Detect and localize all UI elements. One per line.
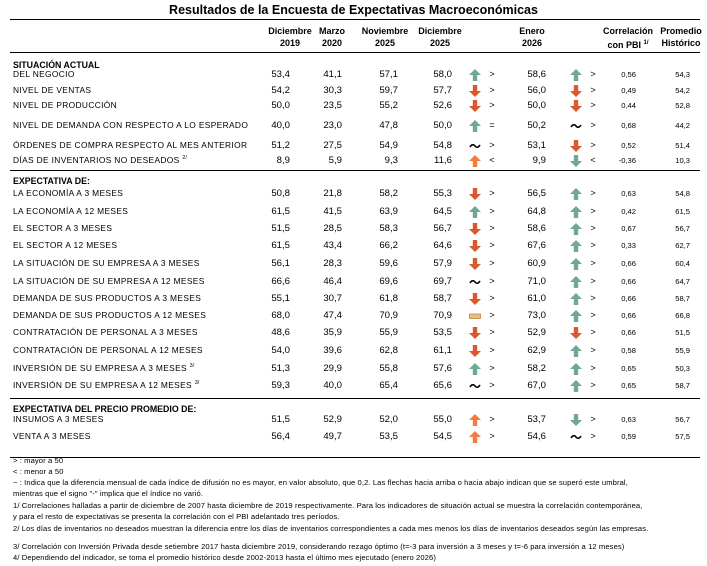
value-mar-2020: 30,7 xyxy=(323,293,342,304)
value-dic-2025: 55,0 xyxy=(433,414,452,425)
sign-ene-2026: > xyxy=(590,85,596,95)
value-nov-2025: 55,2 xyxy=(379,100,398,111)
value-ene-2026: 50,2 xyxy=(527,120,546,131)
value-ene-2026: 53,1 xyxy=(527,140,546,151)
row-label: INVERSIÓN DE SU EMPRESA A 3 MESES $^{3/}$ xyxy=(13,363,195,373)
value-promedio: 60,4 xyxy=(675,259,690,268)
value-correlacion: 0,67 xyxy=(621,224,636,233)
up-arrow-icon xyxy=(468,154,482,168)
row-label: ÓRDENES DE COMPRA RESPECTO AL MES ANTERIOR xyxy=(13,140,248,150)
column-header-correlacion: Correlación con PBI $^{1/}$ xyxy=(602,26,653,50)
down-arrow-icon xyxy=(569,326,583,340)
value-promedio: 54,3 xyxy=(675,70,690,79)
value-ene-2026: 56,5 xyxy=(527,188,546,199)
sign-ene-2026: > xyxy=(590,223,596,233)
value-correlacion: 0,66 xyxy=(621,328,636,337)
down-arrow-icon xyxy=(468,326,482,340)
row-label: LA ECONOMÍA A 3 MESES xyxy=(13,188,124,198)
value-dic-2025: 53,5 xyxy=(433,327,452,338)
value-promedio: 56,7 xyxy=(675,415,690,424)
value-correlacion: 0,33 xyxy=(621,241,636,250)
sign-ene-2026: > xyxy=(590,276,596,286)
down-arrow-icon xyxy=(569,154,583,168)
sign-ene-2026: > xyxy=(590,240,596,250)
value-ene-2026: 52,9 xyxy=(527,327,546,338)
value-ene-2026: 73,0 xyxy=(527,310,546,321)
value-dic-2019: 55,1 xyxy=(271,293,290,304)
row-label: LA ECONOMÍA A 12 MESES xyxy=(13,206,129,216)
value-mar-2020: 49,7 xyxy=(323,431,342,442)
value-mar-2020: 29,9 xyxy=(323,363,342,374)
up-arrow-icon xyxy=(569,257,583,271)
row-label: VENTA A 3 MESES xyxy=(13,431,91,441)
down-arrow-icon xyxy=(468,292,482,306)
value-nov-2025: 58,3 xyxy=(379,223,398,234)
sign-dic-2025: > xyxy=(489,431,495,441)
sign-ene-2026: > xyxy=(590,140,596,150)
equal-bar-icon xyxy=(468,309,482,323)
value-dic-2019: 51,5 xyxy=(271,223,290,234)
value-mar-2020: 27,5 xyxy=(323,140,342,151)
section-title: EXPECTATIVA DE: xyxy=(13,176,90,186)
value-mar-2020: 39,6 xyxy=(323,345,342,356)
value-dic-2025: 57,6 xyxy=(433,363,452,374)
value-promedio: 66,8 xyxy=(675,311,690,320)
value-promedio: 64,7 xyxy=(675,277,690,286)
rule-1 xyxy=(10,52,700,53)
row-label: DEMANDA DE SUS PRODUCTOS A 3 MESES xyxy=(13,293,202,303)
value-dic-2019: 48,6 xyxy=(271,327,290,338)
down-arrow-icon xyxy=(468,222,482,236)
sign-ene-2026: > xyxy=(590,188,596,198)
sign-ene-2026: > xyxy=(590,69,596,79)
sign-dic-2025: > xyxy=(489,276,495,286)
sign-ene-2026: > xyxy=(590,310,596,320)
row-label: LA SITUACIÓN DE SU EMPRESA A 3 MESES xyxy=(13,258,200,268)
value-dic-2025: 57,9 xyxy=(433,258,452,269)
sign-dic-2025: > xyxy=(489,363,495,373)
value-promedio: 51,5 xyxy=(675,328,690,337)
rule-3 xyxy=(10,398,700,399)
value-mar-2020: 43,4 xyxy=(323,240,342,251)
value-correlacion: 0,63 xyxy=(621,189,636,198)
footnote: mientras que el signo "-" implica que el índice no varió. xyxy=(13,489,204,498)
sign-ene-2026: < xyxy=(590,155,596,165)
value-dic-2019: 68,0 xyxy=(271,310,290,321)
value-nov-2025: 65,4 xyxy=(379,380,398,391)
value-nov-2025: 58,2 xyxy=(379,188,398,199)
tilde-icon xyxy=(569,430,583,444)
up-arrow-icon xyxy=(569,68,583,82)
value-nov-2025: 9,3 xyxy=(384,155,398,166)
up-arrow-icon xyxy=(569,187,583,201)
value-correlacion: 0,59 xyxy=(621,432,636,441)
value-correlacion: 0,49 xyxy=(621,86,636,95)
row-label: CONTRATACIÓN DE PERSONAL A 3 MESES xyxy=(13,327,198,337)
footnote: < : menor a 50 xyxy=(13,467,64,476)
value-mar-2020: 30,3 xyxy=(323,85,342,96)
sign-dic-2025: > xyxy=(489,69,495,79)
column-header-dic2019: Diciembre 2019 xyxy=(268,26,312,48)
value-ene-2026: 60,9 xyxy=(527,258,546,269)
value-dic-2019: 56,1 xyxy=(271,258,290,269)
value-correlacion: 0,66 xyxy=(621,294,636,303)
value-nov-2025: 61,8 xyxy=(379,293,398,304)
value-ene-2026: 71,0 xyxy=(527,276,546,287)
tilde-icon xyxy=(468,139,482,153)
value-correlacion: 0,44 xyxy=(621,101,636,110)
row-label: EL SECTOR A 12 MESES xyxy=(13,240,118,250)
sign-dic-2025: > xyxy=(489,240,495,250)
up-arrow-icon xyxy=(569,379,583,393)
down-arrow-icon xyxy=(468,187,482,201)
value-ene-2026: 56,0 xyxy=(527,85,546,96)
value-dic-2019: 66,6 xyxy=(271,276,290,287)
footnote: 1/ Correlaciones halladas a partir de diciembre de 2007 hasta diciembre de 2019 respectivamente. Para los indicadores de situación actual se muestra la correlación contemporánea, xyxy=(13,501,643,510)
value-dic-2025: 61,1 xyxy=(433,345,452,356)
up-arrow-icon xyxy=(569,239,583,253)
row-label: LA SITUACIÓN DE SU EMPRESA A 12 MESES xyxy=(13,276,205,286)
value-nov-2025: 59,7 xyxy=(379,85,398,96)
value-promedio: 62,7 xyxy=(675,241,690,250)
value-promedio: 54,8 xyxy=(675,189,690,198)
value-nov-2025: 62,8 xyxy=(379,345,398,356)
value-mar-2020: 47,4 xyxy=(323,310,342,321)
value-dic-2025: 54,8 xyxy=(433,140,452,151)
value-ene-2026: 58,6 xyxy=(527,69,546,80)
value-dic-2019: 40,0 xyxy=(271,120,290,131)
value-dic-2019: 56,4 xyxy=(271,431,290,442)
value-dic-2019: 59,3 xyxy=(271,380,290,391)
value-correlacion: 0,58 xyxy=(621,346,636,355)
sign-dic-2025: > xyxy=(489,345,495,355)
sign-dic-2025: > xyxy=(489,140,495,150)
sign-dic-2025: > xyxy=(489,223,495,233)
value-correlacion: 0,52 xyxy=(621,141,636,150)
sign-dic-2025: > xyxy=(489,85,495,95)
value-dic-2025: 58,7 xyxy=(433,293,452,304)
row-label: NIVEL DE VENTAS xyxy=(13,85,92,95)
sign-ene-2026: > xyxy=(590,293,596,303)
value-dic-2025: 52,6 xyxy=(433,100,452,111)
sign-dic-2025: > xyxy=(489,100,495,110)
up-arrow-icon xyxy=(468,430,482,444)
value-nov-2025: 69,6 xyxy=(379,276,398,287)
value-dic-2025: 64,6 xyxy=(433,240,452,251)
value-mar-2020: 5,9 xyxy=(328,155,342,166)
sign-ene-2026: > xyxy=(590,345,596,355)
value-promedio: 58,7 xyxy=(675,381,690,390)
up-arrow-icon xyxy=(468,205,482,219)
sign-dic-2025: > xyxy=(489,206,495,216)
value-dic-2025: 55,3 xyxy=(433,188,452,199)
sign-ene-2026: > xyxy=(590,431,596,441)
value-nov-2025: 66,2 xyxy=(379,240,398,251)
sign-dic-2025: > xyxy=(489,310,495,320)
row-label: EL SECTOR A 3 MESES xyxy=(13,223,113,233)
sign-dic-2025: = xyxy=(489,120,495,130)
value-dic-2025: 11,6 xyxy=(434,155,452,166)
down-arrow-icon xyxy=(468,84,482,98)
up-arrow-icon xyxy=(569,292,583,306)
down-arrow-icon xyxy=(569,99,583,113)
value-ene-2026: 53,7 xyxy=(527,414,546,425)
sign-ene-2026: > xyxy=(590,363,596,373)
value-dic-2019: 61,5 xyxy=(271,240,290,251)
value-dic-2019: 54,2 xyxy=(271,85,290,96)
value-dic-2019: 8,9 xyxy=(276,155,290,166)
value-dic-2019: 51,3 xyxy=(271,363,290,374)
up-arrow-icon xyxy=(468,413,482,427)
up-arrow-icon xyxy=(569,275,583,289)
sign-ene-2026: > xyxy=(590,327,596,337)
value-dic-2025: 57,7 xyxy=(433,85,452,96)
value-dic-2025: 58,0 xyxy=(433,69,452,80)
value-mar-2020: 23,0 xyxy=(323,120,342,131)
sign-dic-2025: > xyxy=(489,414,495,424)
value-nov-2025: 63,9 xyxy=(379,206,398,217)
column-header-dic2025: Diciembre 2025 xyxy=(418,26,462,48)
value-dic-2019: 50,0 xyxy=(271,100,290,111)
value-promedio: 57,5 xyxy=(675,432,690,441)
footnote: 4/ Dependiendo del indicador, se toma el promedio histórico desde 2002-2013 hasta el último mes ejecutado (enero 2026) xyxy=(13,553,436,562)
value-dic-2025: 70,9 xyxy=(433,310,452,321)
tilde-icon xyxy=(468,275,482,289)
up-arrow-icon xyxy=(569,344,583,358)
value-correlacion: 0,66 xyxy=(621,311,636,320)
value-promedio: 55,9 xyxy=(675,346,690,355)
row-label: INVERSIÓN DE SU EMPRESA A 12 MESES $^{3/}$ xyxy=(13,380,200,390)
up-arrow-icon xyxy=(569,205,583,219)
down-arrow-icon xyxy=(569,84,583,98)
rule-4 xyxy=(10,457,700,458)
value-mar-2020: 28,3 xyxy=(323,258,342,269)
column-header-promedio: Promedio Histórico xyxy=(660,26,702,48)
value-ene-2026: 64,8 xyxy=(527,206,546,217)
value-ene-2026: 62,9 xyxy=(527,345,546,356)
sign-ene-2026: > xyxy=(590,206,596,216)
sign-dic-2025: > xyxy=(489,188,495,198)
value-mar-2020: 41,1 xyxy=(323,69,342,80)
value-mar-2020: 52,9 xyxy=(323,414,342,425)
value-nov-2025: 55,9 xyxy=(379,327,398,338)
value-correlacion: 0,66 xyxy=(621,277,636,286)
section-title: EXPECTATIVA DEL PRECIO PROMEDIO DE: xyxy=(13,404,197,414)
value-ene-2026: 54,6 xyxy=(527,431,546,442)
row-label: DÍAS DE INVENTARIOS NO DESEADOS $^{2/}$ xyxy=(13,155,187,165)
value-mar-2020: 35,9 xyxy=(323,327,342,338)
value-correlacion: 0,66 xyxy=(621,259,636,268)
sign-dic-2025: > xyxy=(489,327,495,337)
value-ene-2026: 67,0 xyxy=(527,380,546,391)
up-arrow-icon xyxy=(468,119,482,133)
value-nov-2025: 55,8 xyxy=(379,363,398,374)
value-ene-2026: 9,9 xyxy=(532,155,546,166)
value-correlacion: 0,56 xyxy=(621,70,636,79)
footnote: 2/ Los días de inventarios no deseados muestran la diferencia entre los días de inventarios correspondientes a cada mes menos los días de inventarios deseados según las empresas. xyxy=(13,524,649,533)
up-arrow-icon xyxy=(569,222,583,236)
rule-0 xyxy=(10,19,700,20)
value-nov-2025: 70,9 xyxy=(379,310,398,321)
value-dic-2019: 53,4 xyxy=(271,69,290,80)
value-mar-2020: 40,0 xyxy=(323,380,342,391)
value-correlacion: 0,42 xyxy=(621,207,636,216)
down-arrow-icon xyxy=(569,413,583,427)
value-correlacion: 0,63 xyxy=(621,415,636,424)
down-arrow-icon xyxy=(468,239,482,253)
row-label: NIVEL DE DEMANDA CON RESPECTO A LO ESPERADO xyxy=(13,120,249,130)
row-label: CONTRATACIÓN DE PERSONAL A 12 MESES xyxy=(13,345,203,355)
rule-2 xyxy=(10,170,700,171)
value-correlacion: -0,36 xyxy=(618,156,636,165)
footnote: y para el resto de expectativas se presenta la correlación con el PBI adelantado tres períodos. xyxy=(13,512,340,521)
value-dic-2025: 65,6 xyxy=(433,380,452,391)
value-correlacion: 0,68 xyxy=(621,121,636,130)
up-arrow-icon xyxy=(468,362,482,376)
value-nov-2025: 54,9 xyxy=(379,140,398,151)
sign-dic-2025: > xyxy=(489,380,495,390)
value-mar-2020: 46,4 xyxy=(323,276,342,287)
value-dic-2019: 51,2 xyxy=(271,140,290,151)
value-correlacion: 0,65 xyxy=(621,364,636,373)
value-mar-2020: 23,5 xyxy=(323,100,342,111)
footnote: 3/ Correlación con Inversión Privada desde setiembre 2017 hasta diciembre 2019, considerando rezago óptimo (t=-3 para inversión a 3 meses y t=-6 para inversión a 12 meses) xyxy=(13,542,625,551)
value-dic-2025: 69,7 xyxy=(433,276,452,287)
value-ene-2026: 58,6 xyxy=(527,223,546,234)
down-arrow-icon xyxy=(468,257,482,271)
column-header-nov2025: Noviembre 2025 xyxy=(361,26,409,48)
value-mar-2020: 41,5 xyxy=(323,206,342,217)
value-dic-2019: 50,8 xyxy=(271,188,290,199)
value-ene-2026: 58,2 xyxy=(527,363,546,374)
value-dic-2025: 50,0 xyxy=(433,120,452,131)
sign-dic-2025: > xyxy=(489,258,495,268)
value-ene-2026: 61,0 xyxy=(527,293,546,304)
row-label: DEL NEGOCIO xyxy=(13,69,75,79)
value-promedio: 54,2 xyxy=(675,86,690,95)
value-nov-2025: 53,5 xyxy=(379,431,398,442)
value-promedio: 52,8 xyxy=(675,101,690,110)
value-mar-2020: 21,8 xyxy=(323,188,342,199)
value-promedio: 58,7 xyxy=(675,294,690,303)
sign-ene-2026: > xyxy=(590,414,596,424)
value-ene-2026: 67,6 xyxy=(527,240,546,251)
value-dic-2025: 54,5 xyxy=(433,431,452,442)
value-correlacion: 0,65 xyxy=(621,381,636,390)
sign-ene-2026: > xyxy=(590,100,596,110)
row-label: NIVEL DE PRODUCCIÓN xyxy=(13,100,118,110)
up-arrow-icon xyxy=(569,309,583,323)
value-promedio: 44,2 xyxy=(675,121,690,130)
value-promedio: 56,7 xyxy=(675,224,690,233)
value-promedio: 50,3 xyxy=(675,364,690,373)
up-arrow-icon xyxy=(468,68,482,82)
column-header-mar2020: Marzo 2020 xyxy=(318,26,345,48)
down-arrow-icon xyxy=(569,139,583,153)
row-label: DEMANDA DE SUS PRODUCTOS A 12 MESES xyxy=(13,310,207,320)
section-title: SITUACIÓN ACTUAL xyxy=(13,60,100,70)
down-arrow-icon xyxy=(468,344,482,358)
value-mar-2020: 28,5 xyxy=(323,223,342,234)
value-dic-2025: 56,7 xyxy=(433,223,452,234)
tilde-icon xyxy=(468,379,482,393)
value-dic-2025: 64,5 xyxy=(433,206,452,217)
value-nov-2025: 59,6 xyxy=(379,258,398,269)
footnote: ~ : Indica que la diferencia mensual de cada índice de difusión no es mayor, en valor absoluto, que 0,2. Las flechas hacia arriba o hacia abajo indican que se superó este umbral, xyxy=(13,478,628,487)
sign-ene-2026: > xyxy=(590,120,596,130)
down-arrow-icon xyxy=(468,99,482,113)
up-arrow-icon xyxy=(569,362,583,376)
value-nov-2025: 57,1 xyxy=(379,69,398,80)
sign-ene-2026: > xyxy=(590,380,596,390)
footnote: > : mayor a 50 xyxy=(13,456,64,465)
tilde-icon xyxy=(569,119,583,133)
sign-dic-2025: > xyxy=(489,293,495,303)
value-dic-2019: 61,5 xyxy=(271,206,290,217)
sign-ene-2026: > xyxy=(590,258,596,268)
value-nov-2025: 52,0 xyxy=(379,414,398,425)
value-promedio: 61,5 xyxy=(675,207,690,216)
value-promedio: 51,4 xyxy=(675,141,690,150)
value-dic-2019: 54,0 xyxy=(271,345,290,356)
sign-dic-2025: < xyxy=(489,155,495,165)
page-title: Resultados de la Encuesta de Expectativas Macroeconómicas xyxy=(169,3,538,17)
value-ene-2026: 50,0 xyxy=(527,100,546,111)
value-nov-2025: 47,8 xyxy=(379,120,398,131)
value-dic-2019: 51,5 xyxy=(271,414,290,425)
column-header-ene2026: Enero 2026 xyxy=(519,26,545,48)
value-promedio: 10,3 xyxy=(675,156,690,165)
row-label: INSUMOS A 3 MESES xyxy=(13,414,104,424)
